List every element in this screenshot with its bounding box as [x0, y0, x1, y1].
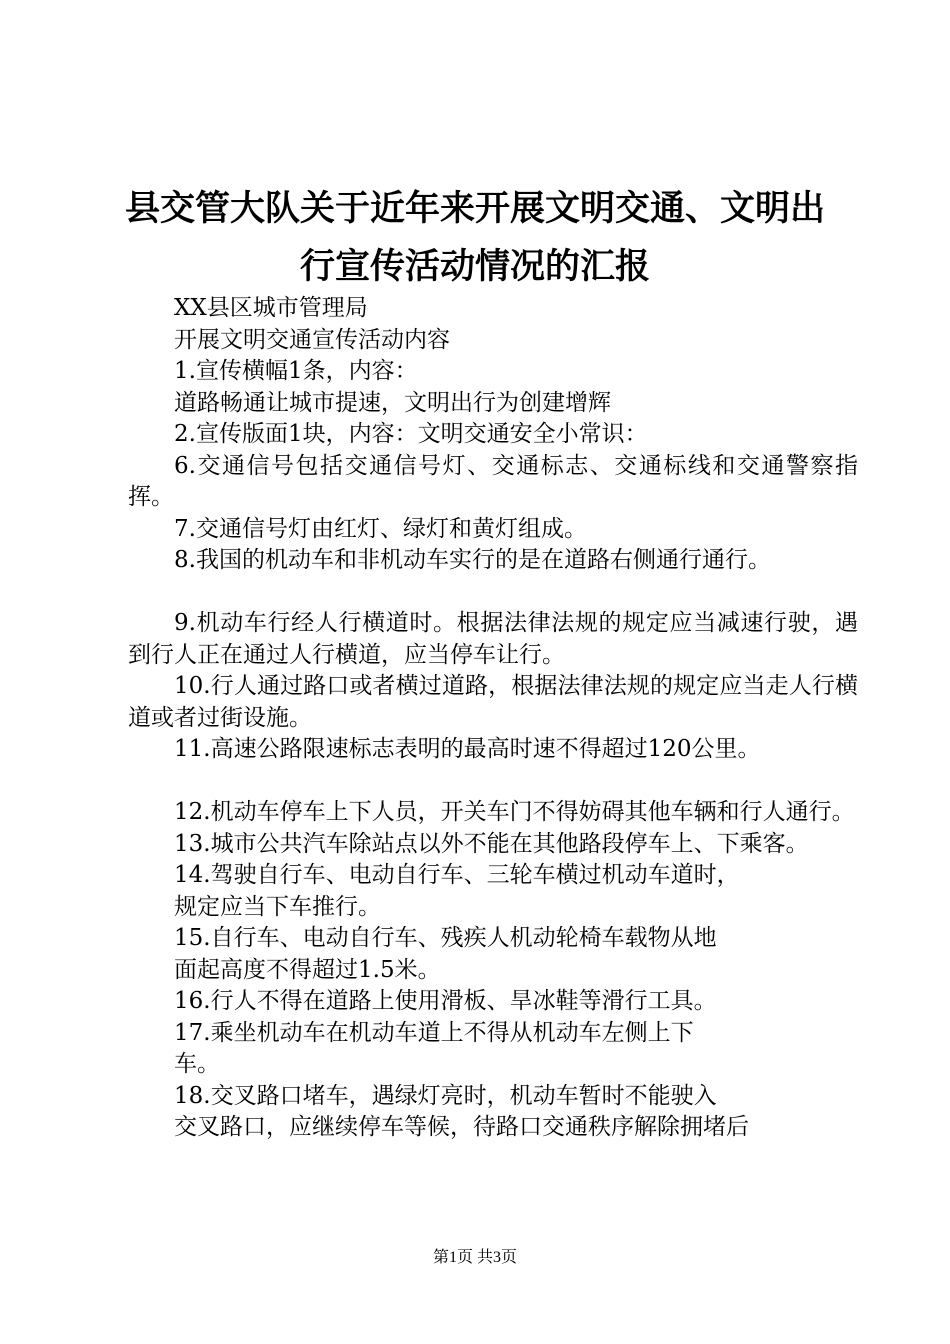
paragraph: 6.交通信号包括交通信号灯、交通标志、交通标线和交通警察指挥。	[128, 452, 858, 510]
paragraph: 开展文明交通宣传活动内容	[174, 326, 450, 353]
paragraph: 1.宣传横幅1条，内容：	[174, 358, 418, 384]
paragraph: 9.机动车行经人行横道时。根据法律法规的规定应当减速行驶，遇到行人正在通过人行横道，应当停车让行。	[128, 610, 858, 668]
paragraph: XX县区城市管理局	[174, 295, 368, 321]
page-footer: 第1页 共3页	[432, 1249, 517, 1266]
paragraph: 道路畅通让城市提速，文明出行为创建增辉	[174, 389, 611, 416]
paragraph: 2.宣传版面1块，内容：文明交通安全小常识：	[174, 421, 648, 447]
paragraph: 11.高速公路限速标志表明的最高时速不得超过120公里。	[174, 736, 761, 762]
paragraph-continuation: 面起高度不得超过1.5米。	[174, 956, 441, 983]
paragraph: 18.交叉路口堵车，遇绿灯亮时，机动车暂时不能驶入	[174, 1082, 717, 1109]
paragraph: 10.行人通过路口或者横过道路，根据法律法规的规定应当走人行横道或者过街设施。	[128, 673, 858, 731]
paragraph: 16.行人不得在道路上使用滑板、旱冰鞋等滑行工具。	[174, 988, 717, 1014]
paragraph: 7.交通信号灯由红灯、绿灯和黄灯组成。	[174, 515, 587, 542]
paragraph: 14.驾驶自行车、电动自行车、三轮车横过机动车道时，	[174, 862, 740, 888]
paragraph-continuation: 交叉路口，应继续停车等候，待路口交通秩序解除拥堵后	[174, 1114, 749, 1140]
document-title	[100, 180, 850, 296]
paragraph: 17.乘坐机动车在机动车道上不得从机动车左侧上下	[174, 1019, 694, 1046]
blank-line	[128, 577, 858, 609]
paragraph-continuation: 规定应当下车推行。	[174, 893, 381, 920]
paragraph: 13.城市公共汽车除站点以外不能在其他路段停车上、下乘客。	[174, 830, 809, 857]
title-line-1: 县交管大队关于近年来开展文明交通、文明出	[124, 188, 825, 229]
blank-line	[128, 766, 858, 798]
paragraph: 8.我国的机动车和非机动车实行的是在道路右侧通行通行。	[174, 547, 771, 573]
paragraph: 12.机动车停车上下人员，开关车门不得妨碍其他车辆和行人通行。	[174, 799, 855, 825]
document-body	[128, 293, 858, 1144]
title-line-2: 行宣传活动情况的汇报	[299, 246, 650, 287]
paragraph-continuation: 车。	[174, 1051, 220, 1077]
paragraph: 15.自行车、电动自行车、残疾人机动轮椅车载物从地	[174, 925, 717, 951]
